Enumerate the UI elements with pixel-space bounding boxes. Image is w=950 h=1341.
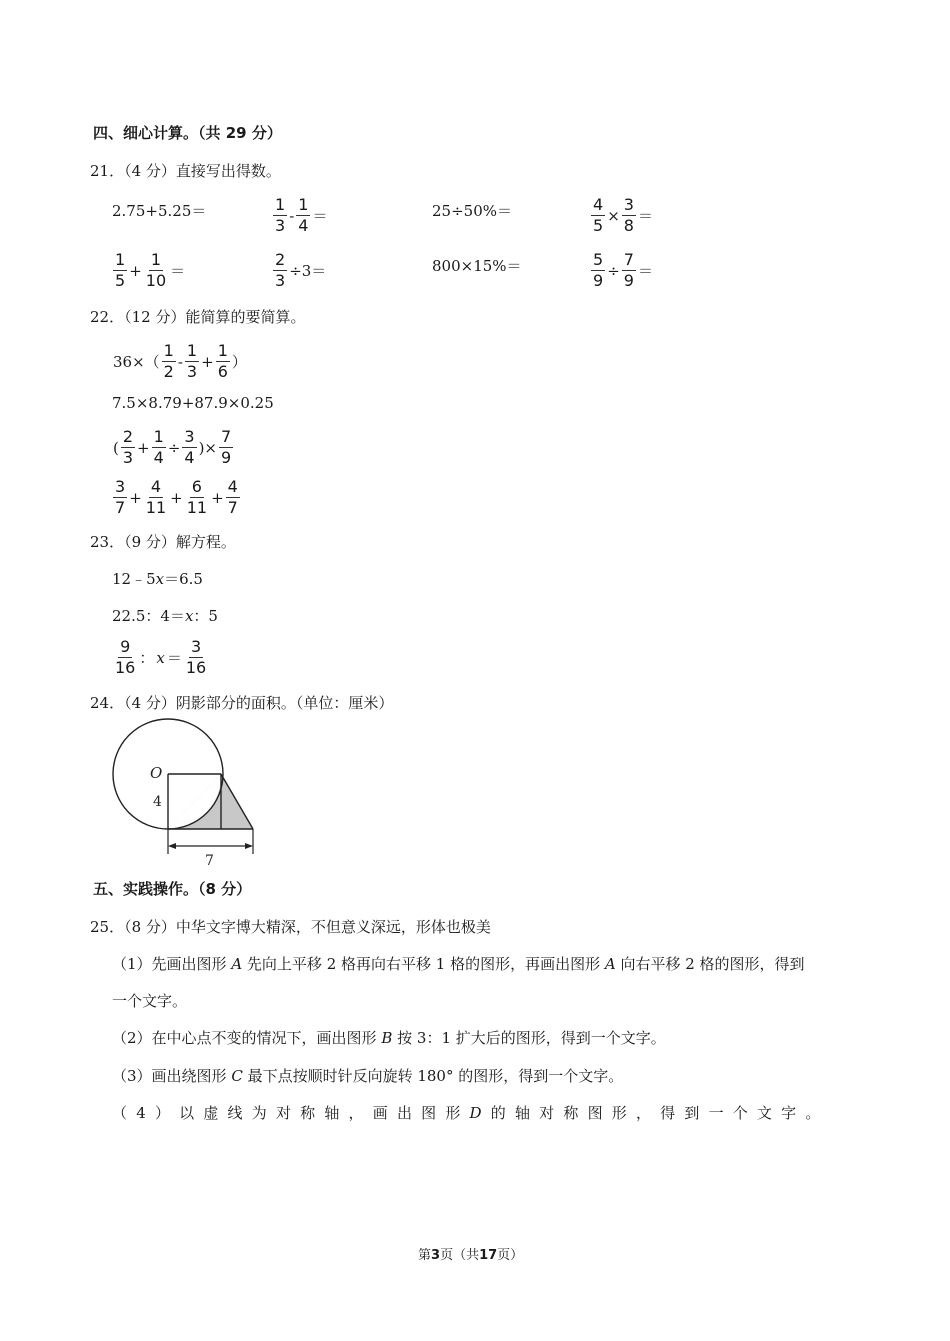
- q23-title: 23．（9 分）解方程。: [90, 533, 236, 551]
- q25-part-4: （4）以虚线为对称轴，画出图形D的轴对称图形，得到一个文字。: [112, 1104, 830, 1122]
- q25-part-1-cont: 一个文字。: [112, 992, 188, 1010]
- fraction: $\frac{1}{4}$: [298, 195, 309, 235]
- section-4-title: 四、细心计算。（共 29 分）: [93, 124, 282, 142]
- fraction: $\frac{4}{7}$: [227, 477, 238, 517]
- fraction: $\frac{2}{3}$: [275, 250, 286, 290]
- q21-r1c3: 25÷50%＝: [432, 202, 512, 220]
- q25-part-2: （2）在中心点不变的情况下，画出图形 B 按 3：1 扩大后的图形，得到一个文字。: [112, 1029, 666, 1047]
- q22-expr-1: 36×（ $\frac{1}{2}$ - $\frac{1}{3}$ + $\frac{1}{6}$ ）: [113, 341, 247, 381]
- fraction: $\frac{6}{11}$: [186, 477, 208, 517]
- page-footer: 第3页（共17页）: [418, 1248, 524, 1263]
- fraction: $\frac{7}{9}$: [221, 427, 232, 467]
- section-5-title: 五、实践操作。（8 分）: [93, 880, 252, 898]
- q22-expr-4: $\frac{3}{7}$ + $\frac{4}{11}$ + $\frac{6}{11}$ + $\frac{4}{7}$: [115, 477, 238, 517]
- fraction: $\frac{1}{3}$: [186, 341, 198, 381]
- q25-part-3: （3）画出绕图形 C 最下点按顺时针反向旋转 180° 的图形，得到一个文字。: [112, 1067, 624, 1085]
- fraction: $\frac{1}{2}$: [163, 341, 174, 381]
- q21-r2c3: 800×15%＝: [432, 257, 522, 275]
- q21-r1c4: $\frac{4}{5}$ × $\frac{3}{8}$ ＝: [593, 195, 653, 235]
- q25-title: 25．（8 分）中华文字博大精深，不但意义深远，形体也极美: [90, 918, 491, 936]
- fraction: $\frac{2}{3}$: [122, 427, 134, 467]
- fraction: $\frac{3}{8}$: [623, 195, 634, 235]
- q25-part-1: （1）先画出图形 A 先向上平移 2 格再向右平移 1 格的图形，再画出图形 A 向右平移 2 格的图形，得到: [112, 955, 805, 973]
- arrow-left-icon: [168, 843, 176, 849]
- q21-r2c2: $\frac{2}{3}$ ÷3＝: [275, 250, 327, 290]
- fraction: $\frac{4}{5}$: [593, 195, 604, 235]
- q22-expr-2: 7.5×8.79+87.9×0.25: [112, 394, 274, 412]
- q22-expr-3: ( $\frac{2}{3}$ + $\frac{1}{4}$ ÷ $\frac{3}{4}$ )× $\frac{7}{9}$: [113, 427, 232, 467]
- center-label: O: [150, 764, 163, 782]
- q21-r2c1: $\frac{1}{5}$ + $\frac{1}{10}$ ＝: [115, 250, 186, 290]
- q24-title: 24．（4 分）阴影部分的面积。（单位：厘米）: [90, 694, 394, 712]
- fraction: $\frac{3}{7}$: [115, 477, 126, 517]
- radius-label: 4: [153, 794, 162, 810]
- shaded-area-figure: [100, 718, 270, 870]
- q21-r1c1: 2.75+5.25＝: [112, 202, 207, 220]
- base-label: 7: [205, 853, 214, 869]
- fraction: $\frac{9}{16}$: [115, 637, 136, 677]
- q23-eq-1: 12﹣5x＝6.5: [112, 570, 203, 588]
- q23-eq-3: $\frac{9}{16}$ ： x ＝ $\frac{3}{16}$: [115, 637, 207, 677]
- q21-r2c4: $\frac{5}{9}$ ÷ $\frac{7}{9}$ ＝: [593, 250, 653, 290]
- fraction: $\frac{1}{3}$: [275, 195, 286, 235]
- q23-eq-2: 22.5：4＝x：5: [112, 607, 218, 625]
- fraction: $\frac{1}{5}$: [115, 250, 126, 290]
- arrow-right-icon: [245, 843, 253, 849]
- fraction: $\frac{3}{16}$: [185, 637, 207, 677]
- fraction: $\frac{1}{6}$: [217, 341, 228, 381]
- q22-title: 22．（12 分）能简算的要简算。: [90, 308, 306, 326]
- fraction: $\frac{3}{4}$: [184, 427, 195, 467]
- fraction: $\frac{5}{9}$: [593, 250, 604, 290]
- fraction: $\frac{1}{4}$: [153, 427, 164, 467]
- fraction: $\frac{4}{11}$: [145, 477, 167, 517]
- fraction: $\frac{7}{9}$: [623, 250, 634, 290]
- q21-title: 21．（4 分）直接写出得数。: [90, 162, 281, 180]
- q21-r1c2: $\frac{1}{3}$ - $\frac{1}{4}$ ＝: [275, 195, 328, 235]
- fraction: $\frac{1}{10}$: [145, 250, 167, 290]
